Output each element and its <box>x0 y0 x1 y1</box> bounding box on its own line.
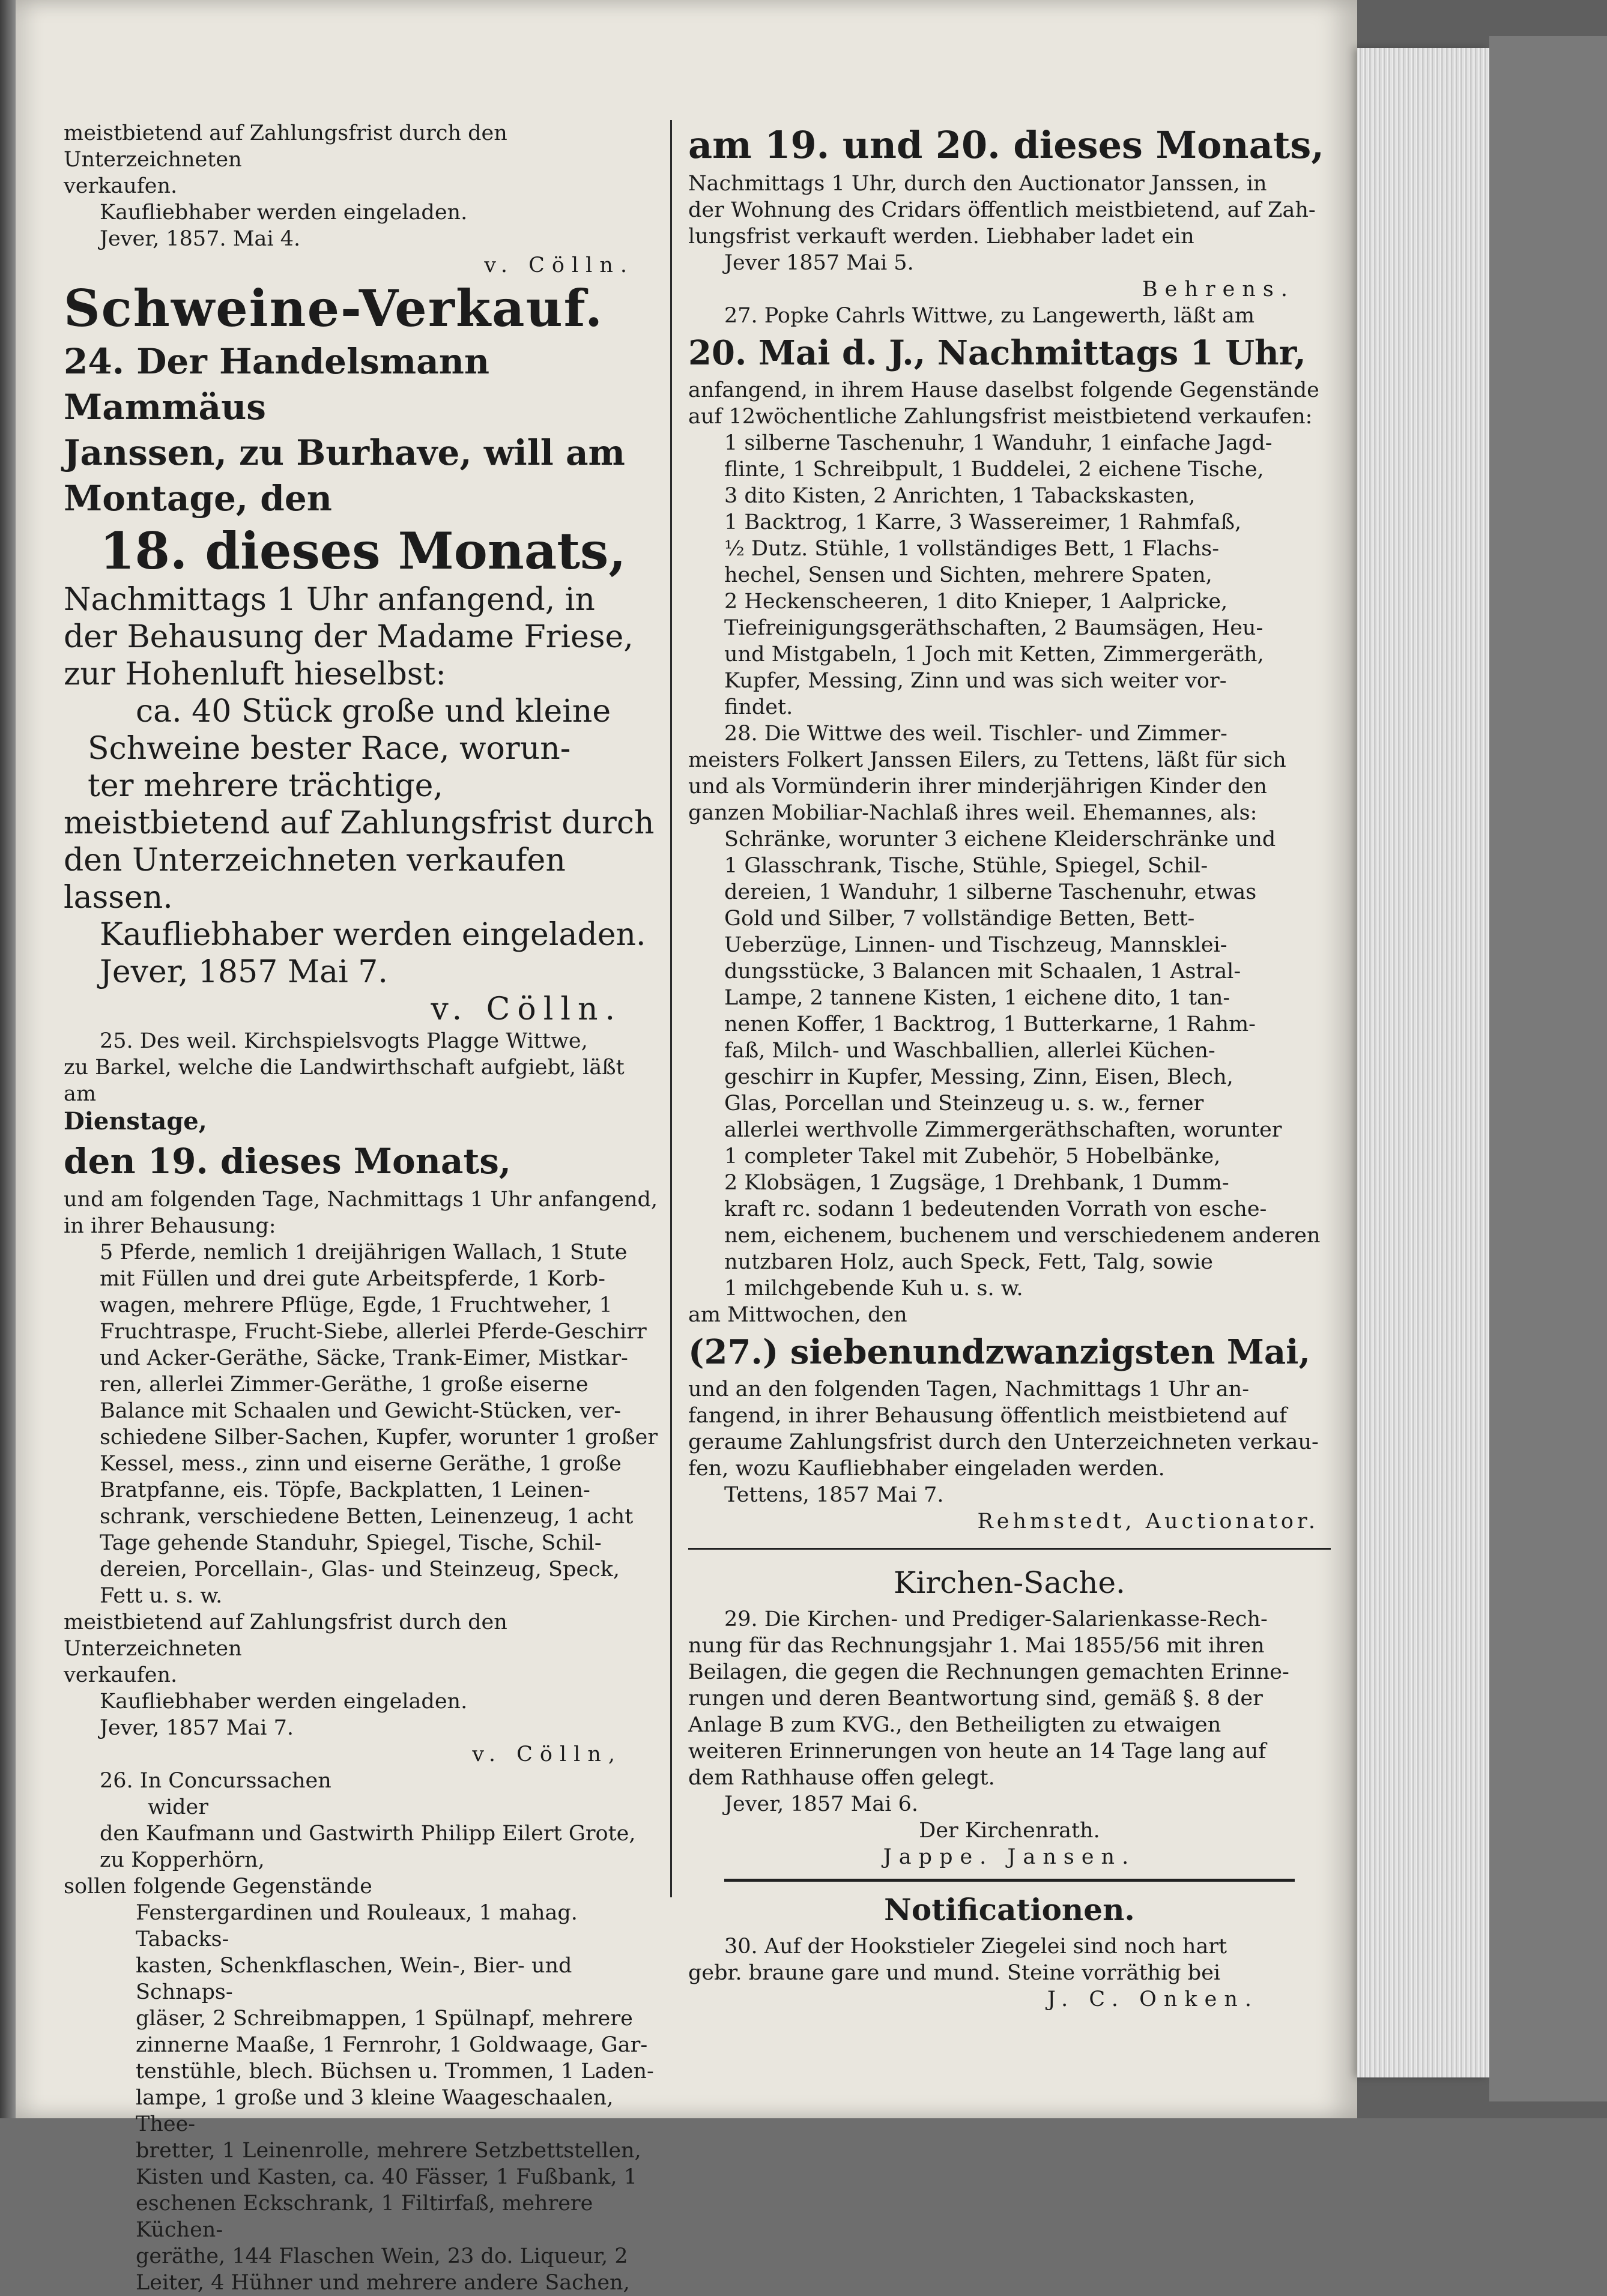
right-column <box>688 120 1331 2013</box>
ad-day: Dienstage, <box>64 1107 207 1135</box>
text-line: zu Barkel, welche die Landwirthschaft aufgiebt, läßt am <box>64 1056 631 1106</box>
left-column <box>64 120 658 2296</box>
text-line: Beilagen, die gegen die Rechnungen gemachten Erinne- <box>688 1660 1289 1684</box>
list-item: und Mistgabeln, 1 Joch mit Ketten, Zimmergeräth, <box>724 642 1264 666</box>
list-item: bretter, 1 Leinenrolle, mehrere Setzbettstellen, <box>136 2139 641 2163</box>
ad-date: (27.) siebenundzwanzigsten Mai, <box>688 1332 1310 1372</box>
section-title: Notificationen. <box>884 1892 1135 1927</box>
list-item: faß, Milch- und Waschballien, allerlei Küchen- <box>724 1039 1215 1063</box>
list-item: kraft rc. sodann 1 bedeutenden Vorrath von esche- <box>724 1197 1267 1221</box>
text-line: 25. Des weil. Kirchspielsvogts Plagge Wittwe, <box>100 1029 588 1053</box>
text-line: 30. Auf der Hookstieler Ziegelei sind noch hart <box>724 1935 1227 1959</box>
item-list <box>64 1239 658 1609</box>
list-item: dungsstücke, 3 Balancen mit Schaalen, 1 Astral- <box>724 959 1241 983</box>
list-item: Fruchtraspe, Frucht-Siebe, allerlei Pferde-Geschirr <box>100 1320 647 1344</box>
text-line: fangend, in ihrer Behausung öffentlich meistbietend auf <box>688 1404 1288 1428</box>
text-line: fen, wozu Kaufliebhaber eingeladen werden. <box>688 1457 1165 1481</box>
text-line: den Kaufmann und Gastwirth Philipp Eilert Grote, <box>100 1822 636 1846</box>
text-line: wider <box>148 1795 209 1819</box>
list-item: geschirr in Kupfer, Messing, Zinn, Eisen, Blech, <box>724 1065 1233 1089</box>
list-item: mit Füllen und drei gute Arbeitspferde, 1 Korb- <box>100 1267 605 1291</box>
text-line: und als Vormünderin ihrer minderjährigen Kinder den <box>688 775 1267 799</box>
column-divider <box>670 120 672 1897</box>
text-line: Jever, 1857. Mai 4. <box>100 227 301 251</box>
list-item: allerlei werthvolle Zimmergeräthschaften, worunter <box>724 1118 1282 1142</box>
text-line: zur Hohenluft hieselbst: <box>64 656 446 692</box>
text-line: am Mittwochen, den <box>688 1303 907 1327</box>
list-item: 5 Pferde, nemlich 1 dreijährigen Wallach, 1 Stute <box>100 1240 628 1264</box>
list-item: dereien, 1 Wanduhr, 1 silberne Taschenuhr, etwas <box>724 880 1257 904</box>
list-item: kasten, Schenkflaschen, Wein-, Bier- und Schnaps- <box>136 1954 579 2004</box>
binding-edge <box>0 0 16 2118</box>
list-item: nem, eichenem, buchenem und verschiedenem anderen <box>724 1224 1321 1248</box>
list-item: geräthe, 144 Flaschen Wein, 23 do. Liqueur, 2 <box>136 2244 628 2268</box>
text-line: 27. Popke Cahrls Wittwe, zu Langewerth, läßt am <box>724 304 1255 328</box>
text-line: Nachmittags 1 Uhr anfangend, in <box>64 582 595 618</box>
list-item: 1 milchgebende Kuh u. s. w. <box>724 1276 1023 1301</box>
item-list <box>688 826 1331 1302</box>
text-line: nung für das Rechnungsjahr 1. Mai 1855/56 mit ihren <box>688 1634 1265 1658</box>
list-item: flinte, 1 Schreibpult, 1 Buddelei, 2 eichene Tische, <box>724 458 1264 482</box>
list-item: Fenstergardinen und Rouleaux, 1 mahag. Tabacks- <box>136 1901 585 1951</box>
list-item: gläser, 2 Schreibmappen, 1 Spülnapf, mehrere <box>136 2007 633 2031</box>
list-item: ½ Dutz. Stühle, 1 vollständiges Bett, 1 Flachs- <box>724 537 1220 561</box>
text-line: Jever 1857 Mai 5. <box>724 251 914 275</box>
list-item: Tiefreinigungsgeräthschaften, 2 Baumsägen, Heu- <box>724 616 1264 640</box>
text-line: Nachmittags 1 Uhr, durch den Auctionator Janssen, in <box>688 172 1267 196</box>
ad-date: am 19. und 20. dieses Monats, <box>688 123 1324 167</box>
text-line: in ihrer Behausung: <box>64 1214 276 1238</box>
signature: Behrens. <box>1142 277 1295 301</box>
text-line: Kaufliebhaber werden eingeladen. <box>100 917 646 953</box>
ad-headline: Schweine-Verkauf. <box>64 279 604 338</box>
list-item: Tage gehende Standuhr, Spiegel, Tische, Schil- <box>100 1531 602 1555</box>
ad-date: den 19. dieses Monats, <box>64 1141 512 1182</box>
text-line: Jever, 1857 Mai 7. <box>100 954 388 990</box>
ad-date: 18. dieses Monats, <box>100 521 626 581</box>
section-title: Kirchen-Sache. <box>894 1565 1125 1600</box>
list-item: Kupfer, Messing, Zinn und was sich weiter vor- <box>724 669 1227 693</box>
list-item: nenen Koffer, 1 Backtrog, 1 Butterkarne, 1 Rahm- <box>724 1012 1256 1036</box>
list-item: Kessel, mess., zinn und eiserne Geräthe, 1 große <box>100 1452 622 1476</box>
text-line: meisters Folkert Janssen Eilers, zu Tettens, läßt für sich <box>688 748 1286 772</box>
list-item: 2 Klobsägen, 1 Zugsäge, 1 Drehbank, 1 Dumm- <box>724 1171 1229 1195</box>
text-line: Jever, 1857 Mai 7. <box>100 1716 294 1740</box>
list-item: Leiter, 4 Hühner und mehrere andere Sachen, <box>136 2271 630 2295</box>
text-line: Kaufliebhaber werden eingeladen. <box>100 1690 468 1714</box>
list-item: zinnerne Maaße, 1 Fernrohr, 1 Goldwaage, Gar- <box>136 2033 648 2057</box>
ad-date: 20. Mai d. J., Nachmittags 1 Uhr, <box>688 333 1306 373</box>
text-line: zu Kopperhörn, <box>100 1848 265 1872</box>
signature: Jappe. Jansen. <box>883 1845 1136 1869</box>
text-line: Janssen, zu Burhave, will am <box>64 432 625 473</box>
text-line: Der Kirchenrath. <box>919 1819 1100 1843</box>
text-line: den Unterzeichneten verkaufen lassen. <box>64 842 566 916</box>
text-line: ca. 40 Stück große und kleine <box>136 693 611 730</box>
list-item: 1 Glasschrank, Tische, Stühle, Spiegel, Schil- <box>724 854 1208 878</box>
signature: v. Cölln. <box>484 253 634 277</box>
list-item: 1 silberne Taschenuhr, 1 Wanduhr, 1 einfache Jagd- <box>724 431 1273 455</box>
text-line: rungen und deren Beantwortung sind, gemäß §. 8 der <box>688 1687 1263 1711</box>
section-rule <box>688 1548 1331 1550</box>
text-line: der Behausung der Madame Friese, <box>64 619 634 655</box>
signature: Rehmstedt, Auctionator. <box>977 1509 1319 1533</box>
text-line: Montage, den <box>64 478 332 519</box>
signature: v. Cölln, <box>472 1742 622 1766</box>
list-item: 2 Heckenscheeren, 1 dito Knieper, 1 Aalpricke, <box>724 590 1228 614</box>
list-item: Bratpfanne, eis. Töpfe, Backplatten, 1 Leinen- <box>100 1478 590 1502</box>
list-item: dereien, Porcellain-, Glas- und Steinzeug, Speck, <box>100 1557 620 1582</box>
text-line: meistbietend auf Zahlungsfrist durch den Unterzeichneten <box>64 121 514 172</box>
text-line: lungsfrist verkauft werden. Liebhaber ladet ein <box>688 225 1194 249</box>
list-item: und Acker-Geräthe, Säcke, Trank-Eimer, Mistkar- <box>100 1346 628 1370</box>
list-item: hechel, Sensen und Sichten, mehrere Spaten, <box>724 563 1212 587</box>
text-line: anfangend, in ihrem Hause daselbst folgende Gegenstände <box>688 378 1319 402</box>
text-line: dem Rathhause offen gelegt. <box>688 1766 995 1790</box>
text-line: ganzen Mobiliar-Nachlaß ihres weil. Ehemannes, als: <box>688 801 1257 825</box>
text-line: Jever, 1857 Mai 6. <box>724 1792 918 1816</box>
text-line: ter mehrere trächtige, <box>88 768 443 804</box>
text-line: auf 12wöchentliche Zahlungsfrist meistbietend verkaufen: <box>688 405 1313 429</box>
text-line: gebr. braune gare und mund. Steine vorräthig bei <box>688 1961 1221 1985</box>
newspaper-page <box>16 0 1357 2295</box>
list-item: eschenen Eckschrank, 1 Filtirfaß, mehrere Küchen- <box>136 2192 600 2242</box>
text-line: verkaufen. <box>64 174 178 198</box>
text-line: sollen folgende Gegenstände <box>64 1875 372 1899</box>
text-line: 28. Die Wittwe des weil. Tischler- und Zimmer- <box>724 722 1227 746</box>
item-list <box>688 430 1331 721</box>
list-item: lampe, 1 große und 3 kleine Waageschaalen, Thee- <box>136 2086 620 2136</box>
text-line: Tettens, 1857 Mai 7. <box>724 1483 944 1507</box>
list-item: 1 Backtrog, 1 Karre, 3 Wassereimer, 1 Rahmfaß, <box>724 510 1242 534</box>
list-item: 1 completer Takel mit Zubehör, 5 Hobelbänke, <box>724 1144 1221 1168</box>
item-list <box>64 1900 658 2296</box>
text-line: Anlage B zum KVG., den Betheiligten zu etwaigen <box>688 1713 1221 1737</box>
text-line: 29. Die Kirchen- und Prediger-Salarienkasse-Rech- <box>724 1607 1268 1631</box>
text-line: weiteren Erinnerungen von heute an 14 Tage lang auf <box>688 1739 1267 1763</box>
list-item: Lampe, 2 tannene Kisten, 1 eichene dito, 1 tan- <box>724 986 1230 1010</box>
list-item: schiedene Silber-Sachen, Kupfer, worunter 1 großer <box>100 1425 658 1449</box>
list-item: findet. <box>724 695 793 719</box>
list-item: 3 dito Kisten, 2 Anrichten, 1 Tabackskasten, <box>724 484 1196 508</box>
list-item: Glas, Porcellan und Steinzeug u. s. w., ferner <box>724 1092 1204 1116</box>
list-item: Kisten und Kasten, ca. 40 Fässer, 1 Fußbank, 1 <box>136 2165 637 2189</box>
text-line: geraume Zahlungsfrist durch den Unterzeichneten verkau- <box>688 1430 1319 1454</box>
list-item: wagen, mehrere Pflüge, Egde, 1 Fruchtweher, 1 <box>100 1293 613 1317</box>
text-line: der Wohnung des Cridars öffentlich meistbietend, auf Zah- <box>688 198 1316 222</box>
text-line: meistbietend auf Zahlungsfrist durch den Unterzeichneten <box>64 1610 514 1661</box>
signature: J. C. Onken. <box>1047 1987 1259 2011</box>
text-line: Kaufliebhaber werden eingeladen. <box>100 201 468 225</box>
list-item: Schränke, worunter 3 eichene Kleiderschränke und <box>724 827 1276 851</box>
text-line: und an den folgenden Tagen, Nachmittags 1 Uhr an- <box>688 1377 1250 1401</box>
list-item: Ueberzüge, Linnen- und Tischzeug, Mannsklei- <box>724 933 1227 957</box>
list-item: Fett u. s. w. <box>100 1584 223 1608</box>
list-item: schrank, verschiedene Betten, Leinenzeug, 1 acht <box>100 1505 634 1529</box>
list-item: Balance mit Schaalen und Gewicht-Stücken, ver- <box>100 1399 622 1423</box>
text-line: 26. In Concurssachen <box>100 1769 331 1793</box>
signature: v. Cölln. <box>431 991 622 1027</box>
text-line: meistbietend auf Zahlungsfrist durch <box>64 805 655 841</box>
book-cover <box>1489 36 1607 2101</box>
list-item: tenstühle, blech. Büchsen u. Trommen, 1 Laden- <box>136 2059 654 2083</box>
page-stack-edge <box>1357 48 1489 2077</box>
text-line: und am folgenden Tage, Nachmittags 1 Uhr anfangend, <box>64 1188 658 1212</box>
text-line: Schweine bester Race, worun- <box>88 731 571 767</box>
list-item: Gold und Silber, 7 vollständige Betten, Bett- <box>724 907 1195 931</box>
list-item: nutzbaren Holz, auch Speck, Fett, Talg, sowie <box>724 1250 1213 1274</box>
list-item: ren, allerlei Zimmer-Geräthe, 1 große eiserne <box>100 1373 589 1397</box>
text-line: verkaufen. <box>64 1663 178 1687</box>
section-rule <box>724 1879 1295 1882</box>
text-line: 24. Der Handelsmann Mammäus <box>64 341 490 427</box>
